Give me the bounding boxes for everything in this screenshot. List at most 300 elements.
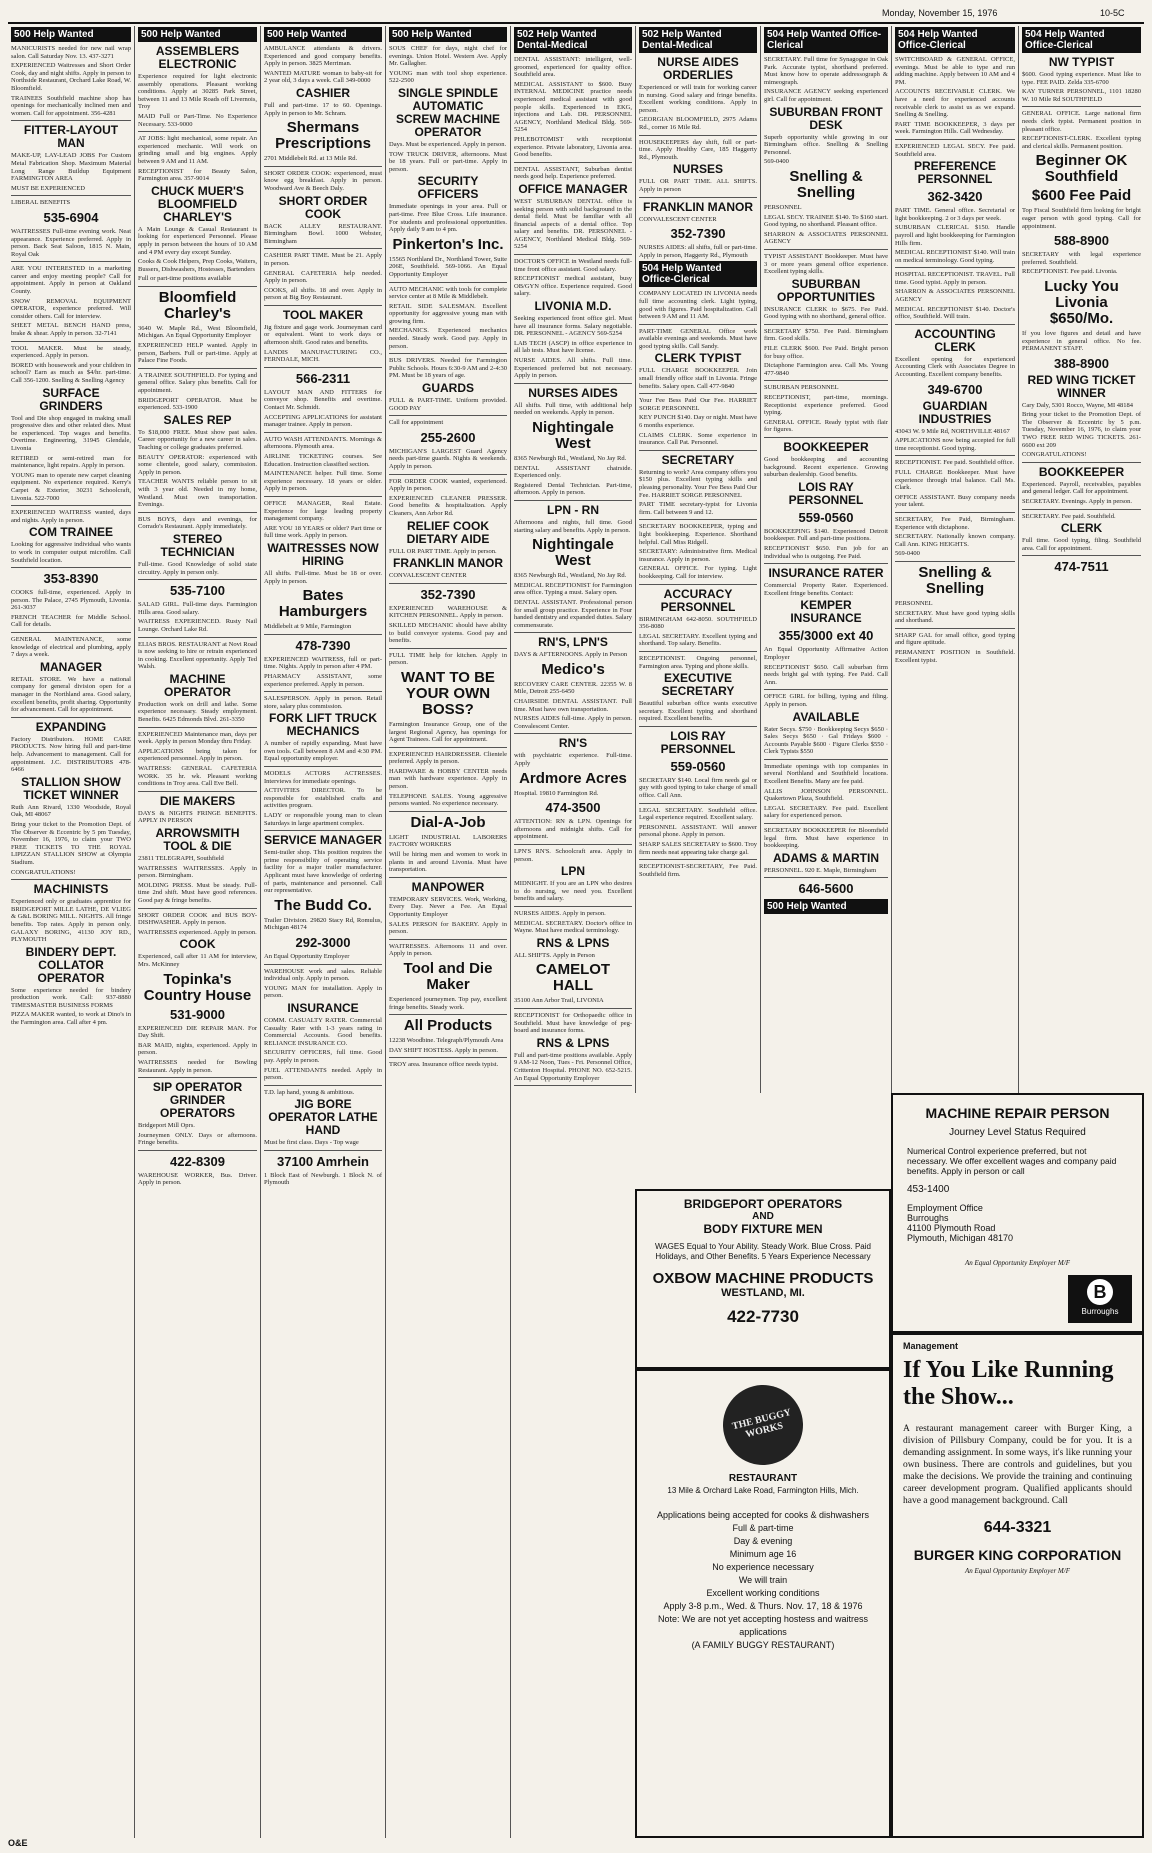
- classified-ad: LPN'S RN'S. Schoolcraft area. Apply in person.: [514, 848, 632, 863]
- classified-ad: COOKS, all shifts. 18 and over. Apply in person at Big Boy Restaurant.: [264, 286, 382, 302]
- classified-ad: GENERAL MAINTENANCE, some knowledge of electrical and plumbing, apply 7 days a week.: [11, 636, 131, 659]
- ad-divider: [764, 759, 888, 760]
- ad-headline: SERVICE MANAGER: [264, 833, 382, 848]
- ad-headline: Shermans Prescriptions: [275, 119, 371, 153]
- ad-divider: [895, 512, 1015, 513]
- classified-ad: FILE CLERK $600. Fee Paid. Bright person for busy office.: [764, 345, 888, 360]
- classified-ad: CHAIRSIDE DENTAL ASSISTANT. Full time. Must have own transportation.: [514, 698, 632, 713]
- classified-ad: ACCEPTING APPLICATIONS for assistant manager trainee. Apply in person.: [264, 413, 382, 429]
- classified-ad: EXPERIENCED LEGAL SECY. Fee paid. Southfield area.: [895, 142, 1015, 158]
- ad-phone: 37100 Amrhein: [276, 1153, 369, 1169]
- classified-ad: Full or part-time positions available: [138, 275, 232, 283]
- ad-divider: [514, 500, 632, 501]
- classified-ad: CONVALESCENT CENTER: [639, 215, 717, 223]
- ad-divider: [764, 563, 888, 564]
- classified-ad: SALAD GIRL. Full-time days. Farmington Hills area. Good salary.: [138, 601, 257, 616]
- ad-headline: CLERK: [1060, 521, 1103, 536]
- classified-ad: AIRLINE TICKETING courses. See Education. Instruction classified section.: [264, 453, 382, 468]
- classified-ad: Superb opportunity while growing in our Birmingham office. Snelling & Snelling Personnel.: [764, 133, 888, 156]
- classified-ad: RECEPTIONIST-SECRETARY, Fee Paid. Southfield firm.: [639, 863, 757, 878]
- ad-headline: EXPANDING: [35, 719, 107, 734]
- ad-divider: [264, 766, 382, 767]
- ad-divider: [264, 830, 382, 831]
- classified-ad: BRIDGEPORT OPERATOR. Must be experienced. 533-1900: [138, 396, 257, 412]
- classified-ad: FUEL ATTENDANTS needed. Apply in person.: [264, 1066, 382, 1082]
- classified-ad: Factory Distributors. HOME CARE PRODUCTS. Now hiring full and part-time help. Advancement to management. Call for appointment. J.C. DISTRIBUTORS 478-6466: [11, 735, 131, 774]
- ad-headline: ASSEMBLERS ELECTRONIC: [155, 44, 240, 71]
- burger-king-company: BURGER KING CORPORATION: [913, 1547, 1122, 1563]
- classified-ad: YOUNG MAN for installation. Apply in person.: [264, 984, 382, 1000]
- burger-king-phone: 644-3321: [983, 1519, 1052, 1536]
- buggy-works-line: Excellent working conditions: [706, 1588, 820, 1598]
- classified-ad: ACCOUNTS RECEIVABLE CLERK. We have a need for experienced accounts receivable clerk to assist us as we expand. Snelling & Snelling.: [895, 88, 1015, 119]
- classified-ad: APPLICATIONS now being accepted for full time receptionist. Good typing.: [895, 437, 1015, 452]
- buggy-works-line: No experience necessary: [712, 1562, 814, 1572]
- ad-divider: [138, 727, 257, 728]
- classified-ad: MAID Full or Part-Time. No Experience Necessary. 533-9000: [138, 112, 257, 128]
- classified-ad: TOOL MAKER. Must be steady, experienced. Apply in person.: [11, 344, 131, 360]
- ad-divider: [514, 254, 632, 255]
- classified-ad: FULL TIME help for kitchen. Apply in person.: [389, 651, 507, 667]
- classified-ad: COMPANY LOCATED IN LIVONIA needs full time accounting clerk. Light typing, good with figures. Paid hospitalization. Call between 9 AM and 11 AM.: [639, 290, 757, 321]
- classified-ad: BEAUTY OPERATOR: experienced with some clientele, good salary, commission. Apply in person.: [138, 453, 257, 476]
- ad-divider: [11, 632, 131, 633]
- classified-ad: Call for appointment: [389, 419, 444, 427]
- ad-headline: MACHINE OPERATOR: [164, 671, 231, 699]
- classified-ad: BACK ALLEY RESTAURANT. Birmingham Bowl. 1000 Webster, Birmingham: [264, 222, 382, 245]
- ad-divider: [639, 859, 757, 860]
- classified-ad: $600. Good typing experience. Must like to type. FEE PAID. Zelda 335-6700: [1022, 71, 1141, 86]
- ad-headline: SUBURBAN OPPORTUNITIES: [776, 276, 875, 304]
- ad-divider: [138, 512, 257, 513]
- classified-ad: GENERAL OFFICE. Ready typist with flair for figures.: [764, 418, 888, 434]
- ad-headline: SHORT ORDER COOK: [278, 193, 368, 221]
- classified-ad: GENERAL OFFICE. Large national firm needs clerk typist. Permanent position in pleasant office.: [1022, 110, 1141, 133]
- classified-ad: Farmington Insurance Group, one of the largest Regional Agency, has openings for Agent Trainees. Call for appointment.: [389, 720, 507, 744]
- ad-headline: Beginner OK Southfield: [1035, 152, 1128, 186]
- ad-phone: 355/3000 ext 40: [778, 628, 874, 644]
- ad-headline: GUARDS: [421, 381, 474, 396]
- classified-ad: Rater Secys. $750 · Bookkeeping Secys $650 · Sales Secys $650 · Gal Fridays $600 · Accounts Payable $600 · Figure Clerks $550 · Clerk Typists $550: [764, 725, 888, 756]
- ad-phone: 422-8309: [170, 1153, 225, 1169]
- classified-ad: EXPERIENCED DIE REPAIR MAN. For Day Shift.: [138, 1024, 257, 1040]
- buggy-works-logo-text: THE BUGGY WORKS: [731, 1407, 793, 1441]
- classified-ad: Experienced only or graduates apprentice for BRIDGEPORT MILLE LATHE, DE VLIEG & G&L BORING MILL. NIGHTS. All fringe benefits. Top rates. Apply in person only. GALAXY BORING, 41130 JOY RD., PLYMOUTH: [11, 898, 131, 944]
- buggy-works-line: Day & evening: [733, 1536, 793, 1546]
- ad-divider: [264, 248, 382, 249]
- ad-headline: BINDERY DEPT. COLLATOR OPERATOR: [25, 944, 117, 985]
- ad-headline: OFFICE MANAGER: [518, 181, 628, 196]
- ad-headline: Bloomfield Charley's: [158, 288, 237, 322]
- classified-ad: YOUNG man with tool shop experience. 522-2500: [389, 69, 507, 85]
- page-date: Monday, November 15, 1976: [882, 8, 998, 18]
- ad-headline: All Products: [403, 1017, 493, 1035]
- machine-repair-addr2: Burroughs: [907, 1213, 949, 1223]
- ad-divider: [389, 648, 507, 649]
- classified-ad: RECEPTIONIST. Ongoing personnel, Farmington area. Typing and phone skills.: [639, 654, 757, 670]
- ad-headline: Ardmore Acres: [519, 769, 627, 787]
- classified-ad: Must be first class. Days - Top wage: [264, 1139, 359, 1147]
- classified-ad: DENTAL ASSISTANT chairside. Experienced only.: [514, 464, 632, 480]
- classified-ad: LEGAL SECRETARY. Southfield office. Legal experience required. Excellent salary.: [639, 806, 757, 822]
- classified-ad: WAITRESSES WAITRESSES. Apply in person. Birmingham.: [138, 864, 257, 880]
- ad-headline: SURFACE GRINDERS: [39, 385, 103, 413]
- ad-divider: [264, 166, 382, 167]
- burger-king-headline: If You Like Running the Show...: [903, 1357, 1114, 1410]
- classified-ad: FRENCH TEACHER for Middle School. Call for details.: [11, 613, 131, 629]
- classified-ad: Experienced journeymen. Top pay, excellent fringe benefits. Steady work.: [389, 995, 507, 1011]
- classified-ad: Seeking experienced front office girl. Must have all insurance forms. Salary negotiable. DR. PERSONNEL - AGENCY 569-5254: [514, 315, 632, 338]
- classified-ad: 2701 Middlebelt Rd. at 13 Mile Rd.: [264, 155, 358, 163]
- ad-headline: FITTER-LAYOUT MAN: [23, 123, 119, 151]
- classified-ad: Bring your ticket to the Promotion Dept. of The Observer & Eccentric by 5 p.m. Tuesday, November 16, 1976, to claim your TWO FREE RED WING TICKETS. 261-6600 ext 209: [1022, 411, 1141, 449]
- classified-ad: An Equal Opportunity Affirmative Action Employer: [764, 646, 888, 661]
- classified-ad: TEMPORARY SERVICES. Work, Working, Every Day. Never a Fee. An Equal Opportunity Employer: [389, 895, 507, 918]
- ad-divider: [895, 561, 1015, 562]
- classified-ad: RETIRED or semi-retired man for maintenance, light repairs. Apply in person.: [11, 454, 131, 470]
- classified-ad: T.D. lap hand, young & ambitious.: [264, 1088, 355, 1096]
- classified-ad: SECRETARY $750. Fee Paid. Birmingham firm. Good skills.: [764, 327, 888, 343]
- ad-divider: [764, 437, 888, 438]
- ad-headline: LPN: [561, 864, 585, 879]
- classified-ad: COOKS full-time, experienced. Apply in person. The Palace, 2745 Plymouth, Livonia. 261-3037: [11, 589, 131, 612]
- ad-divider: [895, 628, 1015, 629]
- ad-divider: [389, 747, 507, 748]
- ad-divider: [389, 939, 507, 940]
- ad-headline: KEMPER INSURANCE: [790, 598, 862, 626]
- buggy-works-line: Apply 3-8 p.m., Wed. & Thurs. Nov. 17, 18 & 1976: [663, 1601, 863, 1611]
- ad-headline: ARROWSMITH TOOL & DIE: [155, 826, 240, 853]
- ad-divider: [389, 282, 507, 283]
- ad-headline: SALES REP: [163, 412, 232, 427]
- classified-page: [8, 6, 1144, 1846]
- ad-phone: 292-3000: [295, 934, 351, 950]
- ad-divider: [639, 726, 757, 727]
- ad-divider: [11, 505, 131, 506]
- ad-divider: [264, 964, 382, 965]
- classified-ad: Dictaphone Farmington area. Call Ms. Young 477-9840: [764, 362, 888, 377]
- classified-ad: BUS DRIVERS. Needed for Farmington Public Schools. Hours 6:30-9 AM and 2-4:30 PM. Must be 18 years of age.: [389, 357, 507, 380]
- ad-headline: $600 Fee Paid: [1031, 187, 1132, 205]
- classified-ad: SHEET METAL BENCH HAND press, brake & shear. Apply in person. 32-7141: [11, 322, 131, 338]
- classified-ad: EXPERIENCED Maintenance man, days per week. Apply in person Monday thru Friday.: [138, 730, 257, 746]
- ad-divider: [138, 1077, 257, 1078]
- classified-ad: SECURITY OFFICERS, full time. Good pay. Apply in person.: [264, 1049, 382, 1064]
- classified-ad: Looking for aggressive individual who wants to work in computer output microfilm. Call Southfield location.: [11, 541, 131, 564]
- ad-headline: SECURITY OFFICERS: [417, 174, 479, 202]
- ad-headline: WAITRESSES NOW HIRING: [267, 540, 379, 568]
- classified-ad: OFFICE ASSISTANT. Busy company needs your talent.: [895, 493, 1015, 509]
- classified-ad: Full time. Good typing, filing. Southfield area. Call for appointment.: [1022, 537, 1141, 552]
- classified-ad: BORED with housework and your children in school? Earn as much as $4/hr. part-time. Call 356-1200. Snelling & Snelling Agency: [11, 361, 131, 384]
- ad-divider: [264, 496, 382, 497]
- classified-ad: PART TIME. General office. Secretarial or light bookkeeping. 2 or 3 days per week.: [895, 207, 1015, 222]
- burroughs-logo-text: Burroughs: [1081, 1307, 1119, 1316]
- ad-divider: [389, 877, 507, 878]
- ad-divider: [639, 393, 757, 394]
- classified-ad: LANDIS MANUFACTURING CO., FERNDALE, MICH.: [264, 348, 382, 364]
- ad-divider: [389, 474, 507, 475]
- classified-ad: FULL CHARGE Bookkeeper. Must have experience through trial balance. Call Ms. Clark.: [895, 469, 1015, 492]
- classified-ad: Tool and Die shop engaged in making small progressive dies and other related dies. Must be experienced. Top wages and benefits. Overtime. Engineering, 31945 Glendale, Livonia: [11, 414, 131, 452]
- ad-headline: FRANKLIN MANOR: [643, 199, 753, 214]
- ad-divider: [1022, 555, 1141, 556]
- ad-headline: RN'S, LPN'S: [538, 635, 608, 650]
- ad-divider: [264, 1085, 382, 1086]
- classified-ad: MAKE-UP, LAY-LEAD JOBS For Custom Metal Fabrication Shop. Maximum Material Long Range Buildup Equipment FARMINGTON AREA: [11, 152, 131, 183]
- bridgeport-body-fixture: BODY FIXTURE MEN: [703, 1222, 823, 1236]
- ad-headline: NURSES: [672, 162, 723, 177]
- classified-ad: WANTED MATURE woman to baby-sit for 2 year old, 3 days a week. Call 349-0000: [264, 69, 382, 85]
- classified-ad: SECRETARY. Nationally known company. Call Ann. KING HEIGHTS.: [895, 533, 1015, 548]
- classified-ad: All shifts. Full time, with additional help needed on weekends. Apply in person.: [514, 401, 632, 417]
- ad-headline: Bates Hamburgers: [278, 587, 368, 621]
- ad-phone: 474-7511: [1054, 559, 1109, 575]
- classified-ad: MOLDING PRESS. Must be steady. Full-time 2nd shift. Must have good references. Good pay & fringe benefits.: [138, 881, 257, 904]
- classified-ad: CLAIMS CLERK. Some experience in insurance. Call Pat. Personnel.: [639, 431, 757, 447]
- ad-phone: 352-7390: [420, 586, 476, 602]
- burger-king-ad: [891, 1333, 1144, 1838]
- classified-ad: Experience required for light electronic assembly operations. Pleasant working conditions. Apply at 30285 Park Street, between 11 and 13 Mile Roads off Livernois, Troy: [138, 73, 257, 111]
- classified-ad: RECEPTIONIST $650. Fun job for an individual who is outgoing. Fee Paid.: [764, 544, 888, 560]
- classified-column: [510, 26, 635, 1838]
- ad-divider: [895, 267, 1015, 268]
- ad-headline: RN'S: [558, 736, 588, 751]
- classified-ad: RECOVERY CARE CENTER. 22355 W. 8 Mile, Detroit 255-6450: [514, 680, 632, 696]
- ad-divider: [264, 1150, 382, 1151]
- section-heading: 500 Help Wanted: [264, 27, 382, 42]
- ad-headline: ADAMS & MARTIN: [773, 850, 879, 865]
- bridgeport-ad: [635, 1189, 891, 1369]
- ad-divider: [138, 791, 257, 792]
- ad-divider: [389, 353, 507, 354]
- classified-ad: Trailer Division. 29820 Stacy Rd, Romulus, Michigan 48174: [264, 916, 382, 932]
- classified-ad: MICHIGAN'S LARGEST Guard Agency needs part-time guards. Nights & weekends. Apply in person.: [389, 447, 507, 470]
- classified-ad: MECHANICS. Experienced mechanics needed. Steady work. Good pay. Apply in person.: [389, 327, 507, 350]
- ad-headline: PREFERENCE PERSONNEL: [913, 159, 996, 187]
- ad-phone: 474-3500: [545, 800, 601, 816]
- classified-ad: DENTAL ASSISTANT. Professional person for small group practice. Experience in Four handed dentistry and expanded duties. Salary commensurate.: [514, 598, 632, 629]
- classified-ad: LEGAL SECY. TRAINEE $140. To $160 start. Good typing, no shorthand. Pleasant office.: [764, 213, 888, 229]
- ad-divider: [514, 632, 632, 633]
- classified-ad: with psychiatric experience. Full-time. Apply: [514, 752, 632, 768]
- ad-divider: [639, 803, 757, 804]
- ad-phone: 646-5600: [798, 881, 854, 897]
- ad-divider: [1022, 509, 1141, 510]
- ad-divider: [514, 1085, 632, 1086]
- classified-ad: 8365 Newburgh Rd., Westland, No Jay Rd.: [514, 572, 627, 580]
- classified-ad: Immediate openings with top companies in several Northland and Southfield locations. Excellent Benefits. Many are fee paid.: [764, 762, 888, 786]
- classified-ad: RECEPTIONIST. Fee paid. Southfield office.: [895, 459, 1015, 467]
- classified-ad: AUTO WASH ATTENDANTS. Mornings & afternoons. Plymouth area.: [264, 435, 382, 451]
- classified-ad: FULL OR PART TIME. ALL SHIFTS. Apply in person: [639, 178, 757, 193]
- ad-phone: 362-3420: [927, 189, 983, 205]
- ad-headline: INSURANCE: [287, 1000, 359, 1015]
- ad-headline: RNS & LPNS: [536, 1035, 610, 1050]
- classified-ad: Afternoons and nights, full time. Good starting salary and benefits. Apply in person.: [514, 518, 632, 534]
- classified-ad: Bring your ticket to the Promotion Dept. of The Observer & Eccentric by 5 pm Tuesday, November 16, 1976, to claim your TWO FREE TICKETS TO THE ROYAL LIPIZZAN STALLION SHOW at Olympia Stadium.: [11, 820, 131, 866]
- buggy-works-lines: [637, 1509, 889, 1652]
- classified-ad: A Main Lounge & Casual Restaurant is looking for experienced Personnel. Please apply in person between the hours of 10 AM and 4 PM every day except Sunday.: [138, 225, 257, 256]
- classified-ad: SECRETARY $140. Local firm needs gal or guy with good typing to take charge of small office. Call Ann.: [639, 776, 757, 800]
- classified-ad: INSURANCE CLERK to $675. Fee Paid. Good typing with no shorthand, general office.: [764, 305, 888, 321]
- classified-ad: Registered Dental Technician. Part-time, afternoon. Apply in person.: [514, 481, 632, 497]
- classified-ad: SECRETARY. Fee paid. Southfield.: [1022, 512, 1116, 520]
- classified-ad: PERSONNEL: [764, 203, 802, 211]
- classified-ad: SALESPERSON. Apply in person. Retail store, salary plus commission.: [264, 695, 382, 710]
- ad-divider: [514, 162, 632, 163]
- classified-ad: SECRETARY. Full time for Synagogue in Oak Park. Accurate typist, shorthand preferred. Must know how to operate addressograph & mimeograph.: [764, 56, 888, 86]
- ad-phone: 388-8900: [1054, 355, 1109, 371]
- classified-column: [760, 26, 891, 1093]
- classified-ad: Good bookkeeping and accounting background. Recent experience. Growing suburban dealership. Good benefits.: [764, 456, 888, 479]
- ad-divider: [895, 455, 1015, 456]
- machine-repair-ad: [891, 1093, 1144, 1333]
- classified-ad: DENTAL ASSISTANT: intelligent, well-groomed, experienced for quality office. Southfield area.: [514, 56, 632, 79]
- classified-ad: DOCTOR'S OFFICE in Westland needs full-time front office assistant. Good salary.: [514, 258, 632, 273]
- classified-ad: BAR MAID, nights, experienced. Apply in person.: [138, 1041, 257, 1057]
- section-heading: 504 Help Wanted Office-Clerical: [1022, 27, 1141, 53]
- classified-ad: GENERAL OFFICE. For typing. Light bookkeeping. Call for interview.: [639, 565, 757, 580]
- classified-ad: Experienced. Payroll, receivables, payables and general ledger. Call for appointment.: [1022, 480, 1141, 496]
- classified-ad: SHORT ORDER COOK: experienced, must know egg breakfast. Apply in person. Woodward Ave & Beech Daly.: [264, 169, 382, 192]
- classified-ad: WAREHOUSE work and sales. Reliable individual only. Apply in person.: [264, 967, 382, 983]
- section-heading: 500 Help Wanted: [11, 27, 131, 42]
- classified-ad: Middlebelt at 9 Mile, Farmington: [264, 623, 352, 631]
- classified-ad: ARE YOU INTERESTED in a marketing career and enjoy meeting people? Call for appointment. Apply in person at Oakland County.: [11, 265, 131, 296]
- classified-ad: APPLICATIONS being taken for experienced personnel. Apply in person.: [138, 747, 257, 763]
- classified-ad: SECRETARY BOOKKEEPER, typing and light bookkeeping. Experience. Shorthand helpful. Call Miss Ridgell.: [639, 523, 757, 546]
- oxbow-city: WESTLAND, MI.: [721, 1287, 805, 1299]
- ad-divider: [138, 286, 257, 287]
- ad-headline: JIG BORE OPERATOR LATHE HAND: [268, 1097, 378, 1138]
- ad-headline: MANPOWER: [411, 879, 485, 894]
- ad-divider: [11, 879, 131, 880]
- ad-phone: 353-8390: [43, 571, 99, 587]
- classified-ad: LAYOUT MAN AND FITTERS for conveyor shop. Benefits and overtime. Contact Mr. Schmidt.: [264, 388, 382, 412]
- classified-ad: WAITRESS: GENERAL CAFETERIA WORK. 35 hr. wk. Pleasant working conditions in Troy area. Call Eve Bell.: [138, 765, 257, 788]
- section-heading: 502 Help Wanted Dental-Medical: [639, 27, 757, 53]
- page-header: [8, 6, 1144, 22]
- classified-ad: YOUNG man to operate new carpet cleaning equipment. No experience required. Kerry's Carpet & Exterior, 30231 Schoolcraft, Livonia. 522-7000: [11, 471, 131, 502]
- classified-ad: Full and part-time positions available. Apply 9 AM-12 Noon, Tues - Fri. Personnel Office, Crittenton Hospital. PHONE NO. 652-5215. An Equal Opportunity Employer: [514, 1051, 632, 1082]
- classified-ad: RECEPTIONIST for Orthopaedic office in Southfield. Must have knowledge of peg-board and insurance forms.: [514, 1011, 632, 1035]
- classified-ad: AMBULANCE attendants & drivers. Experienced and good company benefits. Apply in person. 3825 Merriman.: [264, 45, 382, 68]
- page-footer: O&E: [8, 1838, 28, 1848]
- ad-headline: Snelling & Snelling: [789, 167, 863, 201]
- classified-column: [260, 26, 385, 1838]
- classified-ad: LIBERAL BENEFITS: [11, 199, 71, 207]
- ad-divider: [11, 261, 131, 262]
- classified-ad: RECEPTIONIST, part-time, mornings. Receptionist experience preferred. Good typing.: [764, 394, 888, 417]
- ad-divider: [514, 844, 632, 845]
- classified-ad: PHARMACY ASSISTANT, some experience preferred. Apply in person.: [264, 672, 382, 688]
- classified-ad: RETAIL SIDE SALESMAN. Excellent opportunity for aggressive young man with growing firm.: [389, 302, 507, 325]
- classified-ad: 569-0400: [764, 158, 789, 166]
- classified-ad: 1 Block East of Newburgh. 1 Block N. of Plymouth: [264, 1171, 382, 1187]
- classified-ad: 15565 Northland Dr., Northland Tower, Suite 206E, Southfield. 569-1066. An Equal Opportunity Employer: [389, 255, 507, 278]
- classified-column: [891, 26, 1018, 1093]
- classified-ad: OFFICE MANAGER, Real Estate. Experience for large leading property management company.: [264, 499, 382, 523]
- ad-divider: [764, 689, 888, 690]
- classified-ad: A TRAINEE SOUTHFIELD. For typing and general office. Salary plus benefits. Call for appointment.: [138, 371, 257, 395]
- classified-ad: LADY or responsible young man to clean Saturdays in large apartment complex.: [264, 812, 382, 827]
- classified-ad: EXPERIENCED WAREHOUSE & KITCHEN PERSONNEL. Apply in person.: [389, 604, 507, 620]
- ad-headline: SUBURBAN FRONT DESK: [769, 104, 883, 132]
- classified-ad: PART-TIME GENERAL Office work available evenings and weekends. Must have good typing skills. Call Sandy.: [639, 327, 757, 350]
- classified-ad: LAB TECH (ASCP) in office experience in all lab tests. Must have license.: [514, 339, 632, 355]
- section-heading: 504 Help Wanted Office-Clerical: [764, 27, 888, 53]
- classified-ad: Full-time. Good Knowledge of solid state circuitry. Apply in person only.: [138, 560, 257, 576]
- classified-ad: DAYS & AFTERNOONS. Apply in Person: [514, 651, 628, 659]
- buggy-works-restaurant: RESTAURANT: [728, 1473, 798, 1484]
- classified-ad: BOOKKEEPING $140. Experienced Detroit bookkeeper. Full and part-time positions.: [764, 527, 888, 543]
- classified-ad: Your Fee Bess Paid Our Fee. HARRIET SORGE PERSONNEL: [639, 397, 757, 412]
- classified-ad: MEDICAL ASSISTANT to $600. Busy INTERNAL MEDICINE practice needs experienced medical assistant with good people skills. Experienced in EKG, injections and Lab. DR. PERSONNEL AGENCY, Northland Medical Bldg. 569-5254: [514, 80, 632, 134]
- ad-headline: SIP OPERATOR GRINDER OPERATORS: [152, 1080, 243, 1121]
- ad-headline: LOIS RAY PERSONNEL: [660, 728, 736, 756]
- classified-ad: RECEPTIONIST medical assistant, busy OB/GYN office. Experience required. Good salary.: [514, 275, 632, 298]
- classified-ad: CONVALESCENT CENTER: [389, 572, 467, 580]
- classified-ad: SUBURBAN PERSONNEL: [764, 384, 839, 392]
- ad-headline: The Budd Co.: [274, 896, 372, 914]
- section-heading: 500 Help Wanted: [764, 899, 888, 914]
- classified-ad: Excellent opening for experienced Accounting Clerk with Associates Degree in Accounting. Excellent company benefits.: [895, 355, 1015, 379]
- ad-divider: [514, 733, 632, 734]
- classified-ad: SHARRON & ASSOCIATES PERSONNEL AGENCY: [895, 288, 1015, 304]
- ad-headline: NW TYPIST: [1048, 55, 1115, 69]
- classified-ad: HOUSEKEEPERS day shift, full or part-time. Apply Healthy Care, 185 Haggerty Rd., Plymouth.: [639, 138, 757, 161]
- classified-ad: MANICURISTS needed for new nail wrap salon. Call Saturday Nov. 13. 437-3271: [11, 45, 131, 60]
- ad-headline: FRANKLIN MANOR: [393, 556, 503, 571]
- classified-ad: SECRETARY with legal experience preferred. Southfield.: [1022, 251, 1141, 266]
- ad-divider: [138, 908, 257, 909]
- classified-ad: COMM. CASUALTY RATER. Commercial Casualty Rater with 1-3 years rating in Commercial Accounts. Good benefits. RELIANCE INSURANCE CO.: [264, 1016, 382, 1047]
- bridgeport-and: AND: [752, 1211, 774, 1222]
- classified-ad: NURSES AIDES: all shifts, full or part-time. Apply in person, Haggerty Rd., Plymouth: [639, 244, 757, 259]
- classified-ad: EXPERIENCED WAITRESS, full or part-time. Nights. Apply in person after 4 PM.: [264, 655, 382, 671]
- ad-divider: [514, 906, 632, 907]
- classified-ad: DENTAL ASSISTANT, Suburban dentist needs good help. Experience preferred.: [514, 165, 632, 181]
- ad-divider: [138, 1150, 257, 1151]
- buggy-works-line: (A FAMILY BUGGY RESTAURANT): [691, 1640, 835, 1650]
- buggy-works-logo: [715, 1377, 812, 1474]
- classified-ad: CONGRATULATIONS!: [1022, 451, 1087, 459]
- ad-headline: Snelling & Snelling: [918, 563, 992, 597]
- classified-ad: 43043 W. 9 Mile Rd, NORTHVILLE 48167: [895, 427, 1010, 435]
- classified-ad: RECEPTIONIST. Fee paid. Livonia.: [1022, 268, 1118, 276]
- ad-divider: [138, 637, 257, 638]
- ad-headline: MACHINISTS: [33, 882, 109, 897]
- classified-ad: RECEPTIONIST $650. Call suburban firm needs bright gal with typing. Fee Paid. Call Ann.: [764, 663, 888, 686]
- ad-headline: Lucky You Livonia $650/Mo.: [1044, 277, 1119, 327]
- classified-ad: SECRETARY. Must have good typing skills and shorthand.: [895, 609, 1015, 625]
- classified-ad: ATTENTION: RN & LPN. Openings for afternoons and midnight shifts. Call for appointment.: [514, 818, 632, 841]
- classified-ad: Full and part-time. 17 to 60. Openings. Apply in person to Mr. Schram.: [264, 101, 382, 117]
- classified-ad: NURSES AIDES full-time. Apply in person. Convalescent Center.: [514, 715, 632, 730]
- ad-divider: [138, 579, 257, 580]
- classified-ad: Journeymen ONLY. Days or afternoons. Fringe benefits.: [138, 1131, 257, 1147]
- classified-ad: A number of rapidly expanding. Must have own tools. Call between 8 AM and 4:30 PM. Equal opportunity employer.: [264, 740, 382, 763]
- classified-ad: SHORT ORDER COOK and BUS BOY-DISHWASHER. Apply in person.: [138, 911, 257, 927]
- classified-ad: An Equal Opportunity Employer: [264, 952, 350, 960]
- ad-divider: [764, 249, 888, 250]
- classified-ad: MEDICAL RECEPTIONIST $140. Will train on medical terminology. Good typing.: [895, 249, 1015, 264]
- ad-divider: [764, 324, 888, 325]
- machine-repair-phone: 453-1400: [907, 1184, 950, 1195]
- bridgeport-body: WAGES Equal to Your Ability. Steady Work. Blue Cross. Paid Holidays, and Other Benefits. 5 Years Experience Necessary: [655, 1242, 871, 1261]
- ad-headline: Nightingale West: [532, 536, 614, 570]
